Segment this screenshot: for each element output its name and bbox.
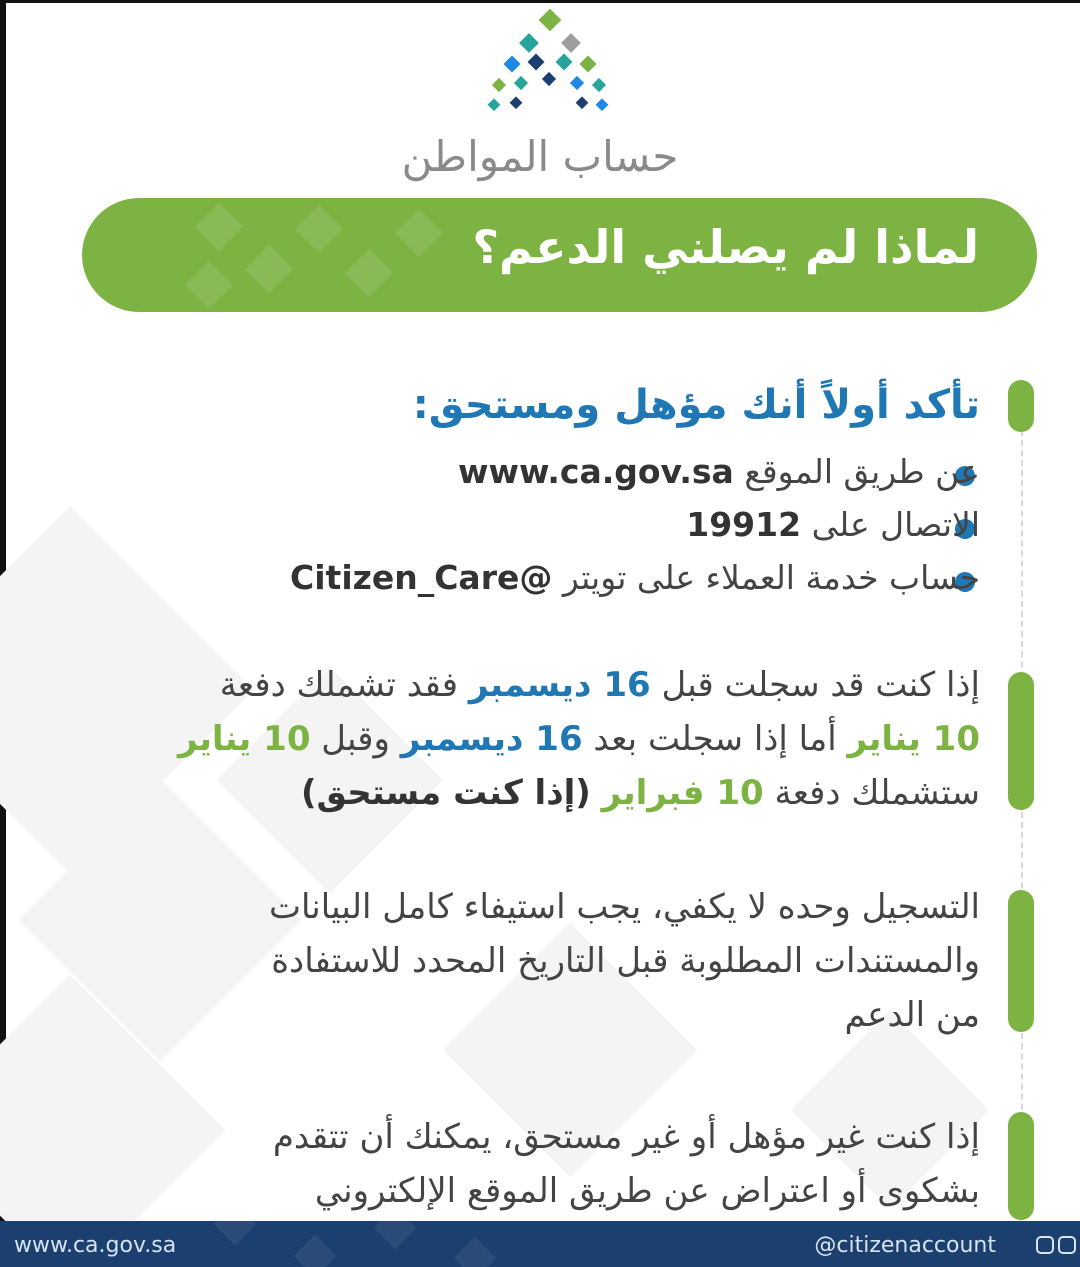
banner-pattern xyxy=(295,205,343,253)
title-banner xyxy=(82,198,1037,312)
text-run: إذا كنت قد سجلت قبل xyxy=(661,665,980,705)
citizen-account-logo-icon xyxy=(480,8,620,120)
footer-pattern xyxy=(454,1237,496,1267)
banner-pattern xyxy=(185,261,233,309)
paragraph-line: التسجيل وحده لا يكفي، يجب استيفاء كامل البيانات xyxy=(268,887,980,927)
section-marker xyxy=(1008,672,1034,810)
banner-pattern xyxy=(345,249,393,297)
frame-edge xyxy=(0,0,1080,3)
twitter-icon[interactable] xyxy=(1036,1236,1054,1254)
text-run: فقد تشملك دفعة xyxy=(219,665,459,705)
complaint-paragraph xyxy=(273,1110,980,1218)
footer-pattern xyxy=(294,1235,336,1267)
footer-website[interactable]: www.ca.gov.sa xyxy=(14,1233,177,1258)
paragraph-line: بشكوى أو اعتراض عن طريق الموقع الإلكتروني xyxy=(314,1171,980,1211)
paragraph-line xyxy=(178,712,980,766)
item-text: عن طريق الموقع xyxy=(744,452,980,491)
text-run: أما إذا سجلت بعد xyxy=(593,719,837,759)
section-marker xyxy=(1008,380,1034,432)
item-text: الاتصال على xyxy=(811,505,980,544)
footer-bar xyxy=(0,1221,1080,1267)
footer-pattern xyxy=(214,1221,256,1245)
item-text: حساب خدمة العملاء على تويتر xyxy=(562,558,980,597)
timeline-line xyxy=(1021,420,1023,1220)
paragraph-line xyxy=(178,658,980,712)
youtube-icon[interactable] xyxy=(1058,1236,1076,1254)
eligibility-item-website xyxy=(458,452,980,491)
date-highlight: 16 ديسمبر xyxy=(400,719,583,759)
date-highlight: 10 يناير xyxy=(847,719,980,759)
section-marker xyxy=(1008,890,1034,1032)
phone-number[interactable]: 19912 xyxy=(686,505,802,544)
banner-pattern xyxy=(195,203,243,251)
paragraph-line xyxy=(178,766,980,820)
banner-pattern xyxy=(245,245,293,293)
footer-pattern xyxy=(374,1221,416,1249)
text-run: وقبل xyxy=(321,719,390,759)
paragraph-line: من الدعم xyxy=(844,995,980,1035)
eligibility-item-twitter xyxy=(290,558,980,597)
date-highlight: 16 ديسمبر xyxy=(468,665,651,705)
text-run: ستشملك دفعة xyxy=(774,773,980,813)
twitter-handle[interactable]: @Citizen_Care xyxy=(290,558,553,597)
date-highlight: 10 يناير xyxy=(177,719,311,759)
brand-name: حساب المواطن xyxy=(401,132,679,181)
paragraph-line: إذا كنت غير مؤهل أو غير مستحق، يمكنك أن تتقدم xyxy=(272,1117,980,1157)
paragraph-line: والمستندات المطلوبة قبل التاريخ المحدد للاستفادة xyxy=(271,941,980,981)
banner-title: لماذا لم يصلني الدعم؟ xyxy=(472,220,979,274)
footer-handle[interactable]: @citizenaccount xyxy=(814,1233,996,1258)
eligibility-note: (إذا كنت مستحق) xyxy=(301,773,591,813)
section-marker xyxy=(1008,1112,1034,1220)
website-link[interactable]: www.ca.gov.sa xyxy=(458,452,734,491)
date-highlight: 10 فبراير xyxy=(601,773,764,813)
registration-paragraph xyxy=(178,658,980,820)
eligibility-heading: تأكد أولاً أنك مؤهل ومستحق: xyxy=(412,382,980,428)
eligibility-item-phone xyxy=(686,505,980,544)
banner-pattern xyxy=(395,209,443,257)
data-requirement-paragraph xyxy=(269,880,980,1042)
